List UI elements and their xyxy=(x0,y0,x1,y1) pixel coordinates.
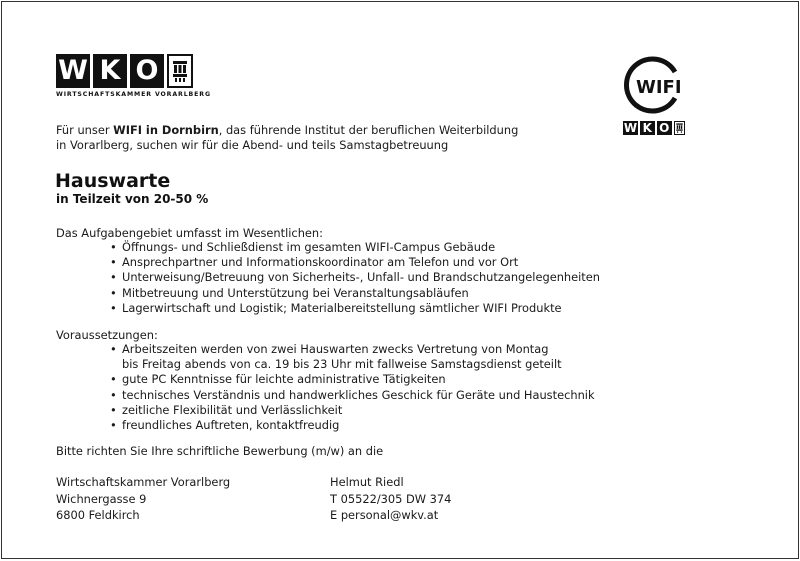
small-coat-of-arms-icon xyxy=(674,121,685,135)
tasks-heading: Das Aufgabengebiet umfasst im Wesentlichen: xyxy=(56,226,323,240)
requirement-line-2: bis Freitag abends von ca. 19 bis 23 Uhr mit fallweise Samstagsdienst geteilt xyxy=(122,357,562,372)
wko-letter-k: K xyxy=(93,54,127,88)
list-item xyxy=(110,342,595,372)
intro-paragraph xyxy=(56,123,518,153)
requirements-list xyxy=(110,342,595,433)
contact-phone: T 05522/305 DW 374 xyxy=(330,491,452,506)
list-item: • Öffnungs- und Schließdienst im gesamten WIFI-Campus Gebäude xyxy=(110,240,600,255)
wifi-wko-letter-o: O xyxy=(657,121,672,135)
contact-name: Helmut Riedl xyxy=(330,475,404,489)
intro-post: , das führende Institut der beruflichen Weiterbildung xyxy=(218,123,519,137)
job-advertisement xyxy=(1,1,799,559)
list-item: • Lagerwirtschaft und Logistik; Materialbereitstellung sämtlicher WIFI Produkte xyxy=(110,301,600,316)
list-item: • Unterweisung/Betreuung von Sicherheits-, Unfall- und Brandschutzangelegenheiten xyxy=(110,270,600,285)
address-city: 6800 Feldkirch xyxy=(56,508,140,522)
address-street: Wichnergasse 9 xyxy=(56,491,147,506)
coat-of-arms-icon xyxy=(167,54,193,88)
list-item: • Mitbetreuung und Unterstützung bei Veranstaltungsabläufen xyxy=(110,286,600,301)
wifi-mark-icon xyxy=(623,56,685,114)
list-item: • technisches Verständnis und handwerkliches Geschick für Geräte und Haustechnik xyxy=(110,388,595,403)
closing-text: Bitte richten Sie Ihre schriftliche Bewerbung (m/w) an die xyxy=(56,444,384,458)
intro-location: WIFI in Dornbirn xyxy=(113,123,219,137)
wifi-logo xyxy=(623,56,685,135)
job-subtitle: in Teilzeit von 20-50 % xyxy=(56,192,209,206)
wifi-wko-letter-w: W xyxy=(623,121,638,135)
contact-email[interactable]: E personal@wkv.at xyxy=(330,508,439,522)
wifi-wko-letter-k: K xyxy=(640,121,655,135)
job-title: Hauswarte xyxy=(55,170,171,192)
intro-line-1 xyxy=(56,123,518,138)
intro-line-2: in Vorarlberg, suchen wir für die Abend- und teils Samstagbetreuung xyxy=(56,138,449,152)
wko-subtitle: WIRTSCHAFTSKAMMER VORARLBERG xyxy=(56,91,211,98)
intro-pre: Für unser xyxy=(56,123,114,137)
list-item: • Ansprechpartner und Informationskoordinator am Telefon und vor Ort xyxy=(110,255,600,270)
tasks-list xyxy=(110,240,600,316)
wifi-text: WIFI xyxy=(636,77,682,98)
wko-letter-w: W xyxy=(56,54,90,88)
address-org: Wirtschaftskammer Vorarlberg xyxy=(56,475,231,489)
wko-letter-o: O xyxy=(130,54,164,88)
list-item: • gute PC Kenntnisse für leichte administrative Tätigkeiten xyxy=(110,372,595,387)
contact-block xyxy=(330,474,451,524)
list-item: • freundliches Auftreten, kontaktfreudig xyxy=(110,418,595,433)
list-item: • zeitliche Flexibilität und Verlässlichkeit xyxy=(110,403,595,418)
requirement-line-1: Arbeitszeiten werden von zwei Hauswarten zwecks Vertretung von Montag xyxy=(122,342,549,356)
address-block xyxy=(56,474,230,524)
wko-logo xyxy=(56,54,211,98)
requirements-heading: Voraussetzungen: xyxy=(56,328,158,342)
